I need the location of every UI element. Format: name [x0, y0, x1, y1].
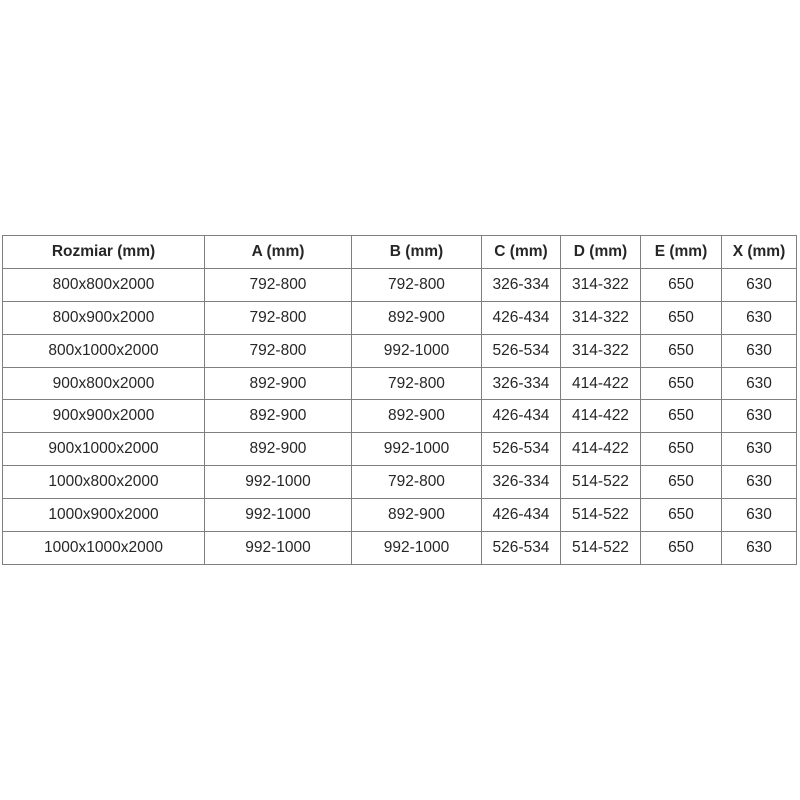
table-row	[3, 301, 797, 334]
table-body	[3, 268, 797, 564]
table-cell: 900x800x2000	[3, 367, 205, 400]
table-cell: 630	[722, 433, 797, 466]
column-header-rozmiar: Rozmiar (mm)	[3, 236, 205, 269]
table-cell: 992-1000	[205, 499, 352, 532]
column-header-d: D (mm)	[561, 236, 641, 269]
table-cell: 630	[722, 532, 797, 565]
table-cell: 992-1000	[205, 466, 352, 499]
table-cell: 892-900	[205, 433, 352, 466]
table-cell: 992-1000	[352, 532, 482, 565]
table-row	[3, 400, 797, 433]
table-cell: 514-522	[561, 532, 641, 565]
table-cell: 650	[641, 268, 722, 301]
table-cell: 1000x800x2000	[3, 466, 205, 499]
table-cell: 992-1000	[352, 334, 482, 367]
table-cell: 414-422	[561, 433, 641, 466]
table-cell: 992-1000	[352, 433, 482, 466]
table-row	[3, 532, 797, 565]
table-cell: 426-434	[482, 400, 561, 433]
table-cell: 650	[641, 433, 722, 466]
table-cell: 514-522	[561, 499, 641, 532]
table-cell: 892-900	[352, 301, 482, 334]
table-cell: 314-322	[561, 301, 641, 334]
column-header-b: B (mm)	[352, 236, 482, 269]
table-cell: 630	[722, 367, 797, 400]
table-cell: 792-800	[352, 367, 482, 400]
table-cell: 526-534	[482, 334, 561, 367]
table-cell: 900x900x2000	[3, 400, 205, 433]
table-cell: 326-334	[482, 367, 561, 400]
column-header-a: A (mm)	[205, 236, 352, 269]
table-row	[3, 334, 797, 367]
table-cell: 650	[641, 532, 722, 565]
table-cell: 792-800	[352, 466, 482, 499]
table-cell: 326-334	[482, 466, 561, 499]
size-spec-table	[2, 235, 797, 565]
table-cell: 426-434	[482, 301, 561, 334]
table-cell: 630	[722, 301, 797, 334]
column-header-e: E (mm)	[641, 236, 722, 269]
table-cell: 314-322	[561, 334, 641, 367]
table-cell: 892-900	[352, 400, 482, 433]
table-cell: 650	[641, 400, 722, 433]
column-header-c: C (mm)	[482, 236, 561, 269]
table-cell: 650	[641, 466, 722, 499]
table-row	[3, 268, 797, 301]
table-cell: 992-1000	[205, 532, 352, 565]
table-cell: 1000x1000x2000	[3, 532, 205, 565]
table-cell: 650	[641, 301, 722, 334]
table-cell: 800x900x2000	[3, 301, 205, 334]
table-cell: 800x800x2000	[3, 268, 205, 301]
table-cell: 314-322	[561, 268, 641, 301]
table-cell: 800x1000x2000	[3, 334, 205, 367]
table-cell: 426-434	[482, 499, 561, 532]
table-cell: 630	[722, 400, 797, 433]
table-cell: 792-800	[352, 268, 482, 301]
table-row	[3, 367, 797, 400]
table-cell: 792-800	[205, 268, 352, 301]
table-cell: 650	[641, 367, 722, 400]
table-row	[3, 433, 797, 466]
table-cell: 414-422	[561, 400, 641, 433]
table-cell: 326-334	[482, 268, 561, 301]
table-cell: 630	[722, 499, 797, 532]
table-cell: 892-900	[205, 400, 352, 433]
table-cell: 630	[722, 268, 797, 301]
table-row	[3, 466, 797, 499]
table-header	[3, 236, 797, 269]
table-cell: 526-534	[482, 433, 561, 466]
table-cell: 630	[722, 466, 797, 499]
table-cell: 514-522	[561, 466, 641, 499]
table-cell: 414-422	[561, 367, 641, 400]
table-cell: 526-534	[482, 532, 561, 565]
table-cell: 650	[641, 334, 722, 367]
table-cell: 900x1000x2000	[3, 433, 205, 466]
column-header-x: X (mm)	[722, 236, 797, 269]
table-cell: 1000x900x2000	[3, 499, 205, 532]
table-cell: 650	[641, 499, 722, 532]
table-header-row	[3, 236, 797, 269]
table-cell: 630	[722, 334, 797, 367]
table-cell: 892-900	[205, 367, 352, 400]
table-cell: 892-900	[352, 499, 482, 532]
table-cell: 792-800	[205, 301, 352, 334]
table-cell: 792-800	[205, 334, 352, 367]
table-row	[3, 499, 797, 532]
